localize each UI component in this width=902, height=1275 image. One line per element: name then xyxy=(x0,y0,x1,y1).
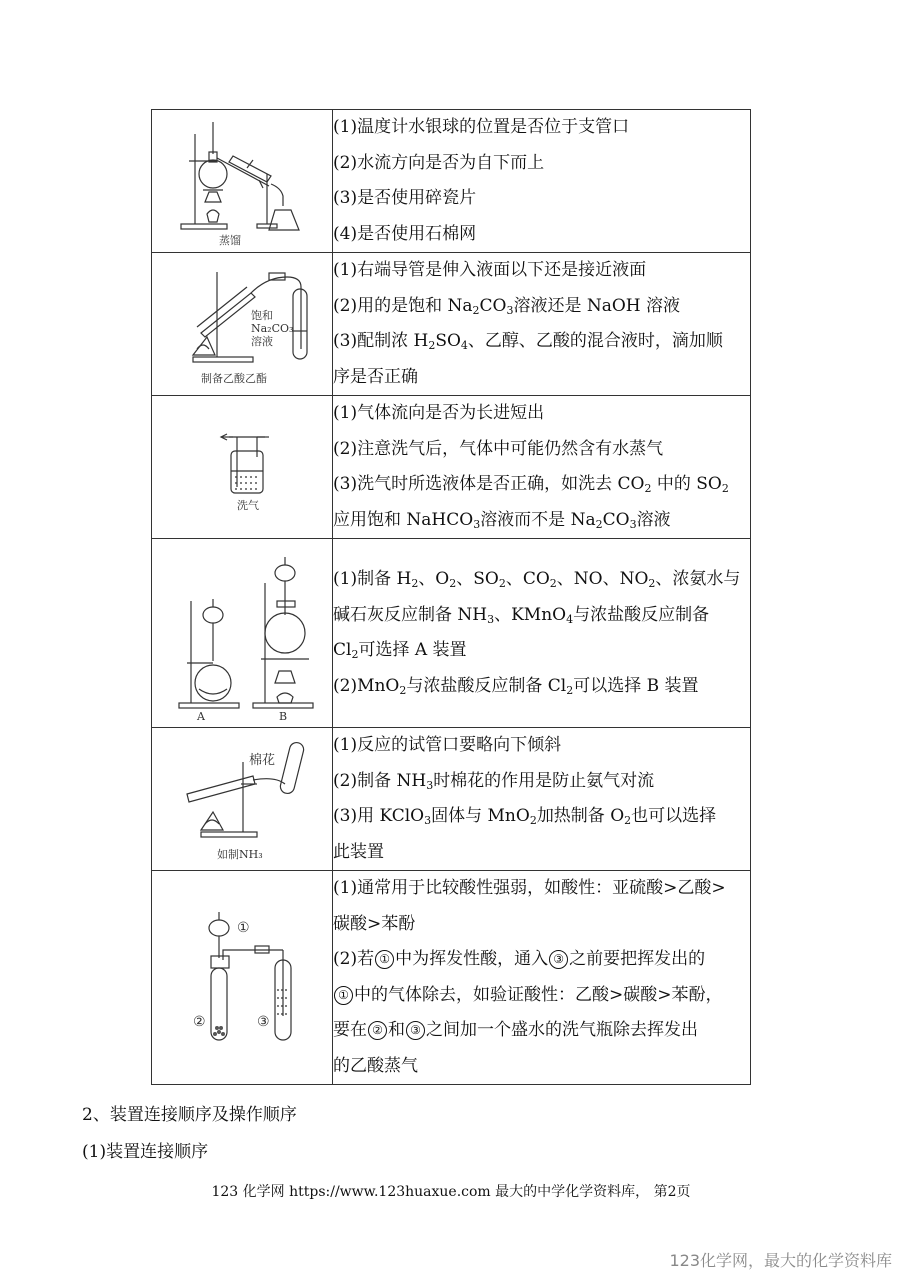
notes-cell xyxy=(333,396,751,539)
table-row xyxy=(152,539,751,728)
note-line: 序是否正确 xyxy=(333,366,418,387)
table-row xyxy=(152,253,751,396)
subsection-heading: (1)装置连接顺序 xyxy=(82,1142,209,1162)
figure-label: 饱和 xyxy=(251,308,273,322)
note-line: (1)制备 $H_2$、$O_2$、$SO_2$、$CO_2$、NO、$NO_2$、浓氨水与 xyxy=(333,569,741,590)
note-line: (1)右端导管是伸入液面以下还是接近液面 xyxy=(333,260,647,280)
notes-cell xyxy=(333,871,751,1085)
note-line: ① 中的气体除去，如验证酸性：乙酸>碳酸>苯酚， xyxy=(333,978,750,1014)
figure-label: ③ xyxy=(257,1013,270,1030)
figure-label: ② xyxy=(193,1013,206,1030)
note-line: 应用饱和 NaHCO$_3$溶液而不是 $Na_2CO_3$溶液 xyxy=(333,509,671,531)
acidity-comparison-apparatus-diagram xyxy=(157,898,327,1058)
note-line: (2)若 ① 中为挥发性酸，通入 ③ 之前要把挥发出的 xyxy=(333,949,706,969)
figure-caption: 洗气 xyxy=(237,499,259,512)
note-line: (2)水流方向是否为自下而上 xyxy=(333,152,545,173)
notes-cell xyxy=(333,253,751,396)
note-line: (2)制备 $NH_3$时棉花的作用是防止氨气对流 xyxy=(333,770,655,792)
table-row xyxy=(152,871,751,1085)
table-row xyxy=(152,728,751,871)
notes-cell xyxy=(333,110,751,253)
note-line: (1)温度计水银球的位置是否位于支管口 xyxy=(333,117,630,137)
note-line: (1)反应的试管口要略向下倾斜 xyxy=(333,735,562,755)
note-line: (2)注意洗气后，气体中可能仍然含有水蒸气 xyxy=(333,438,664,459)
ethyl-acetate-apparatus-diagram xyxy=(157,257,327,392)
figure-caption: 蒸馏 xyxy=(219,233,241,247)
solid-heating-apparatus-diagram xyxy=(157,732,327,866)
figure-caption: 如制NH₃ xyxy=(217,848,263,861)
gas-generation-apparatus-diagram xyxy=(157,543,327,723)
note-line: (3)用 KClO$_3$固体与 MnO$_2$加热制备 $O_2$也可以选择 xyxy=(333,806,717,827)
table-row xyxy=(152,110,751,253)
note-line: (3)是否使用碎瓷片 xyxy=(333,188,477,208)
notes-cell xyxy=(333,539,751,728)
figure-cell xyxy=(152,728,333,871)
figure-label: 溶液 xyxy=(251,334,273,348)
note-line: 碳酸>苯酚 xyxy=(333,913,416,934)
figure-label: 棉花 xyxy=(249,753,276,768)
apparatus-table xyxy=(151,109,751,1085)
figure-caption: B xyxy=(279,710,288,723)
note-line: (3)洗气时所选液体是否正确，如洗去 $CO_2$ 中的 $SO_2$ xyxy=(333,474,729,495)
table-row xyxy=(152,396,751,539)
figure-cell xyxy=(152,539,333,728)
figure-label: ① xyxy=(237,919,250,936)
note-line: 的乙酸蒸气 xyxy=(333,1055,418,1076)
section-heading: 2、装置连接顺序及操作顺序 xyxy=(82,1105,297,1125)
figure-caption: 制备乙酸乙酯 xyxy=(201,371,267,385)
figure-cell xyxy=(152,110,333,253)
distillation-apparatus-diagram xyxy=(157,114,327,249)
note-line: 要在 ② 和 ③ 之间加一个盛水的洗气瓶除去挥发出 xyxy=(333,1020,698,1040)
note-line: (1)通常用于比较酸性强弱，如酸性：亚硫酸>乙酸> xyxy=(333,878,726,898)
note-line: (2)用的是饱和 $Na_2CO_3$溶液还是 NaOH 溶液 xyxy=(333,295,681,317)
figure-cell xyxy=(152,396,333,539)
page-footer: 123 化学网 https://www.123huaxue.com 最大的中学化学资料库， 第2页 xyxy=(211,1184,691,1200)
note-line: 碱石灰反应制备 $NH_3$、KMnO$_4$与浓盐酸反应制备 xyxy=(333,604,710,626)
note-line: (2)MnO$_2$与浓盐酸反应制备 $Cl_2$可以选择 B 装置 xyxy=(333,675,699,697)
figure-cell xyxy=(152,253,333,396)
note-line: (4)是否使用石棉网 xyxy=(333,223,477,244)
watermark: 123化学网，最大的化学资料库 xyxy=(669,1251,892,1270)
figure-label: Na₂CO₃ xyxy=(251,321,294,335)
gas-washing-bottle-diagram xyxy=(157,407,327,527)
note-line: (3)配制浓 $H_2SO_4$、乙醇、乙酸的混合液时，滴加顺 xyxy=(333,331,723,352)
note-line: $Cl_2$可选择 A 装置 xyxy=(333,640,467,661)
figure-caption: A xyxy=(197,710,205,723)
notes-cell xyxy=(333,728,751,871)
figure-cell xyxy=(152,871,333,1085)
note-line: 此装置 xyxy=(333,841,384,862)
note-line: (1)气体流向是否为长进短出 xyxy=(333,403,545,423)
